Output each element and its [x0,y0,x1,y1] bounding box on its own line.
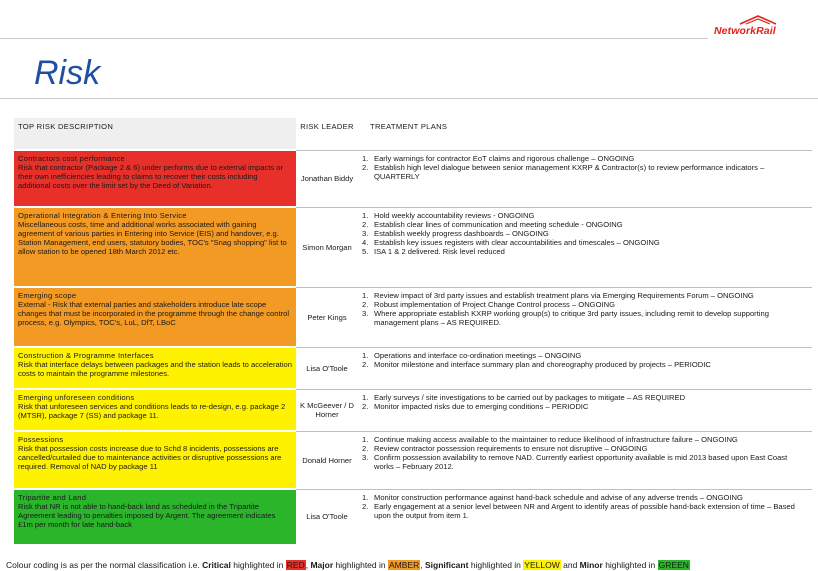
treatment-plan-text: Robust implementation of Project Change Control process – ONGOING [374,299,615,309]
risk-row [14,347,812,389]
header-top-risk-description: TOP RISK DESCRIPTION [14,118,296,150]
treatment-plan-item [362,300,808,309]
risk-description: Risk that contractor (Package 2 & 6) under performs due to external impacts or their own inefficiencies leading to claims to recover their costs including additional costs over the limit set by the Deed of Variation. [18,163,284,190]
treatment-plans-cell [358,207,812,287]
risk-row [14,287,812,347]
risk-row [14,489,812,544]
treatment-plan-text: Establish key issues registers with clear accountabilities and timescales – ONGOING [374,237,660,247]
risk-row [14,150,812,207]
treatment-plan-number: 2. [362,401,369,411]
legend-and: and [563,560,578,570]
risk-row [14,207,812,287]
risk-leader: Simon Morgan [296,207,358,287]
legend-yellow: YELLOW [524,560,560,570]
risk-leader: Lisa O'Toole [296,347,358,389]
treatment-plan-item [362,360,808,369]
treatment-plan-text: Early warnings for contractor EoT claims and rigorous challenge – ONGOING [374,153,635,163]
risk-description-cell [14,431,296,489]
treatment-plan-number: 5. [362,246,369,256]
treatment-plan-text: Review impact of 3rd party issues and establish treatment plans via Emerging Requirements Forum – ONGOING [374,290,754,300]
treatment-plans-cell [358,287,812,347]
risk-description: Risk that unforeseen services and conditions leads to re-design, e.g. package 2 (MTSR), package 7 (SS) and package 11. [18,402,286,420]
header-divider [0,38,708,39]
table-header-row [14,118,812,150]
treatment-plan-item [362,435,808,444]
treatment-plan-list [362,435,808,471]
legend-green: GREEN [658,560,689,570]
treatment-plan-item [362,238,808,247]
risk-row [14,431,812,489]
treatment-plan-text: Confirm possession availability to remove NAD. Currently earliest opportunity available is mid 2013 based upon East Coast works – February 2012. [374,452,788,471]
treatment-plan-text: Establish clear lines of communication and meeting schedule - ONGOING [374,219,623,229]
treatment-plans-cell [358,489,812,544]
treatment-plan-list [362,291,808,327]
risk-description: Risk that possession costs increase due to Schd 8 incidents, possessions are cancelled/curtailed due to maintenance activities or disruptive possessions are required. Removal of NAD by package 11 [18,444,282,471]
legend-highlighted-in-1: highlighted in [233,560,284,570]
treatment-plan-text: Review contractor possession requirements to ensure not disruptive – ONGOING [374,443,648,453]
treatment-plan-number: 2. [362,501,369,511]
legend-prefix: Colour coding is as per the normal classification i.e. [6,560,200,570]
treatment-plan-number: 2. [362,299,369,309]
risk-description-cell [14,207,296,287]
risk-leader: Donald Horner [296,431,358,489]
treatment-plan-item [362,493,808,502]
treatment-plan-list [362,154,808,181]
legend-highlighted-in-4: highlighted in [605,560,656,570]
treatment-plan-number: 2. [362,359,369,369]
treatment-plan-text: Where appropriate establish KXRP working group(s) to critique 3rd party issues, including remit to develop supporting management plans – AS REQUIRED. [374,308,769,327]
treatment-plan-number: 4. [362,237,369,247]
legend-major: Major [310,560,334,570]
risk-description: Risk that NR is not able to hand-back land as scheduled in the Tripartite Agreement leading to penalties imposed by Argent. The agreement indicates £1m per month for late hand-back [18,502,276,529]
legend-critical: Critical [202,560,231,570]
risk-title: Possessions [18,435,64,444]
treatment-plan-list [362,211,808,256]
treatment-plan-text: Hold weekly accountability reviews - ONGOING [374,210,535,220]
risk-description: External - Risk that external parties and stakeholders introduce late scope changes that must be incorporated in the programme through the change control process, e.g. Olympics, TOC's, LuL, DfT, LBoC [18,300,290,327]
risk-title: Emerging unforeseen conditions [18,393,135,402]
treatment-plan-number: 1. [362,290,369,300]
risk-leader: K McGeever / D Horner [296,389,358,431]
treatment-plan-text: Establish weekly progress dashboards – ONGOING [374,228,549,238]
treatment-plan-text: Early engagement at a senior level between NR and Argent to identify areas of possible hand-back extension of time – Based upon the output from item 1. [374,501,795,520]
risk-title: Emerging scope [18,291,77,300]
risk-description: Miscellaneous costs, time and additional works associated with gaining agreement of various parties in Entering into Service (EIS) and handover, e.g. Station Management, end users, statutory bodies, TOC's "Snag shopping" list to allow station to be opened 18th March 2012 etc. [18,220,287,256]
risk-title: Construction & Programme Interfaces [18,351,154,360]
risk-leader: Peter Kings [296,287,358,347]
treatment-plan-number: 1. [362,210,369,220]
treatment-plan-text: Monitor milestone and interface summary plan and choreography produced by projects – PERIODIC [374,359,711,369]
legend-amber: AMBER [389,560,420,570]
risk-leader: Jonathan Biddy [296,150,358,207]
legend-comma-1: , [305,560,309,570]
treatment-plan-number: 1. [362,492,369,502]
treatment-plan-list [362,393,808,411]
treatment-plan-text: ISA 1 & 2 delivered. Risk level reduced [374,246,505,256]
network-rail-logo: NetworkRail [714,25,776,37]
risk-description-cell [14,489,296,544]
treatment-plans-cell [358,150,812,207]
treatment-plan-text: Early surveys / site investigations to be carried out by packages to mitigate – AS REQUIRED [374,392,686,402]
treatment-plan-text: Continue making access available to the maintainer to reduce likelihood of infrastructure failure – ONGOING [374,434,738,444]
risk-description-cell [14,150,296,207]
treatment-plan-number: 1. [362,434,369,444]
risk-description-cell [14,389,296,431]
treatment-plan-item [362,163,808,181]
treatment-plan-number: 2. [362,219,369,229]
treatment-plan-item [362,220,808,229]
treatment-plan-item [362,502,808,520]
title-divider [0,98,818,99]
risk-title: Tripartite and Land [18,493,87,502]
treatment-plans-cell [358,431,812,489]
treatment-plan-list [362,493,808,520]
risk-leader: Lisa O'Toole [296,489,358,544]
treatment-plan-text: Operations and interface co-ordination meetings – ONGOING [374,350,582,360]
treatment-plan-item [362,291,808,300]
treatment-plan-item [362,351,808,360]
treatment-plan-item [362,309,808,327]
treatment-plan-number: 1. [362,392,369,402]
treatment-plan-item [362,393,808,402]
treatment-plan-item [362,154,808,163]
treatment-plan-number: 3. [362,228,369,238]
treatment-plan-number: 3. [362,452,369,462]
treatment-plan-list [362,351,808,369]
treatment-plan-text: Monitor construction performance against hand-back schedule and advise of any adverse trends – ONGOING [374,492,743,502]
header-treatment-plans: TREATMENT PLANS [370,122,448,131]
header-risk-leader: RISK LEADER [300,122,354,131]
treatment-plan-number: 1. [362,153,369,163]
legend-significant: Significant [424,560,469,570]
treatment-plan-item [362,247,808,256]
risk-description-cell [14,287,296,347]
risk-table [14,118,812,544]
risk-title: Operational Integration & Entering Into Service [18,211,187,220]
treatment-plan-number: 2. [362,443,369,453]
legend-highlighted-in-3: highlighted in [470,560,521,570]
legend-red: RED [286,560,305,570]
treatment-plan-item [362,402,808,411]
treatment-plan-text: Establish high level dialogue between senior management KXRP & Contractor(s) to review performance indicators – QUARTERLY [374,162,765,181]
risk-title: Contractors cost performance [18,154,126,163]
treatment-plan-item [362,211,808,220]
colour-coding-legend [6,560,690,570]
treatment-plan-number: 3. [362,308,369,318]
risk-row [14,389,812,431]
risk-description: Risk that interface delays between packages and the station leads to acceleration costs to maintain the programme milestones. [18,360,292,378]
page-title: Risk [34,54,101,92]
treatment-plan-item [362,229,808,238]
treatment-plans-cell [358,389,812,431]
legend-comma-2: , [420,560,423,570]
treatment-plan-item [362,453,808,471]
treatment-plan-number: 2. [362,162,369,172]
legend-minor: Minor [579,560,603,570]
legend-highlighted-in-2: highlighted in [335,560,386,570]
treatment-plans-cell [358,347,812,389]
treatment-plan-item [362,444,808,453]
treatment-plan-number: 1. [362,350,369,360]
treatment-plan-text: Monitor impacted risks due to emerging conditions – PERIODIC [374,401,589,411]
risk-description-cell [14,347,296,389]
